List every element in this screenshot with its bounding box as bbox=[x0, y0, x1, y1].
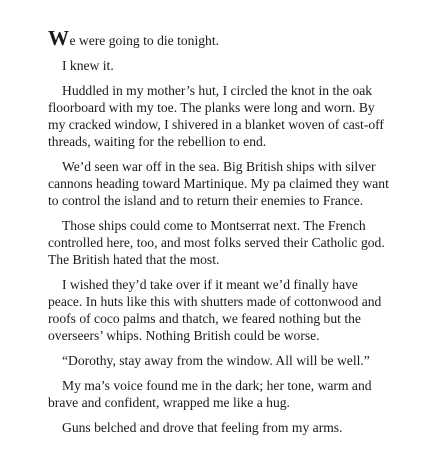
paragraph-5: I wished they’d take over if it meant we’d finally have peace. In huts like this with shutters made of cottonwood and roofs of coco palms and thatch, we feared nothing but the overseers’ whips. Nothing British could be worse. bbox=[48, 277, 382, 343]
paragraph-1: I knew it. bbox=[62, 58, 114, 73]
drop-cap: W bbox=[48, 26, 70, 50]
paragraph-7: My ma’s voice found me in the dark; her tone, warm and brave and confident, wrapped me like a hug. bbox=[48, 378, 372, 410]
paragraph-2: Huddled in my mother’s hut, I circled the knot in the oak floorboard with my toe. The planks were long and worn. By my cracked window, I shivered in a blanket woven of cast-off threads, waiting for the rebellion to end. bbox=[48, 83, 384, 149]
paragraph-4: Those ships could come to Montserrat next. The French controlled here, too, and most folks served their Catholic god. The British hated that the most. bbox=[48, 218, 385, 267]
story-text bbox=[48, 26, 394, 444]
paragraph-8: Guns belched and drove that feeling from my arms. bbox=[62, 420, 343, 435]
paragraph-6: “Dorothy, stay away from the window. All will be well.” bbox=[62, 353, 370, 368]
paragraph-3: We’d seen war off in the sea. Big British ships with silver cannons heading toward Martinique. My pa claimed they want to control the island and to return their enemies to France. bbox=[48, 159, 389, 208]
opening-sentence: e were going to die tonight. bbox=[69, 33, 219, 48]
opening-paragraph bbox=[48, 26, 394, 50]
